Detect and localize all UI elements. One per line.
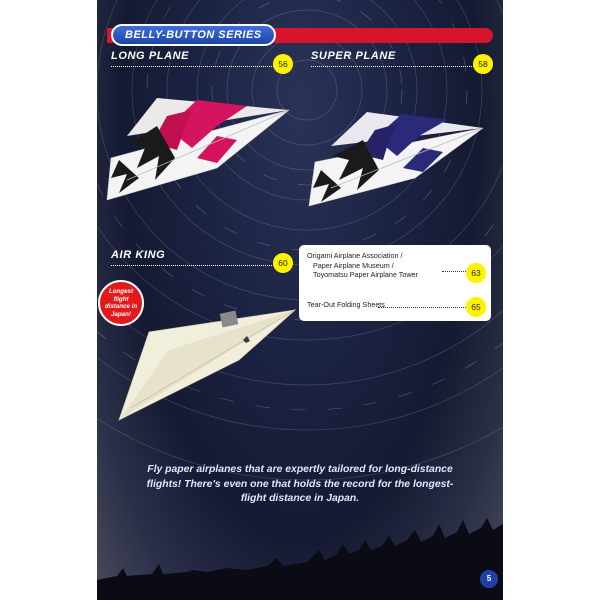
page-number: 5 bbox=[480, 570, 498, 588]
caption bbox=[97, 463, 503, 507]
caption-line: flight distance in Japan. bbox=[240, 493, 360, 504]
air-king-rule bbox=[111, 265, 276, 266]
contents-entry-line: Paper Airplane Museum / bbox=[313, 260, 394, 270]
long-plane-page-number: 56 bbox=[273, 54, 293, 74]
treeline-silhouette bbox=[97, 510, 503, 600]
air-king-image bbox=[109, 300, 299, 428]
long-plane-rule bbox=[111, 66, 276, 67]
super-plane-rule bbox=[311, 66, 476, 67]
contents-page-number: 63 bbox=[466, 263, 486, 283]
contents-entry-line: Origami Airplane Association / bbox=[307, 251, 403, 260]
caption-line: Fly paper airplanes that are expertly tailored for long-distance bbox=[147, 464, 453, 475]
book-page bbox=[97, 0, 503, 600]
caption-line: flights! There's even one that holds the record for the longest- bbox=[146, 478, 454, 490]
contents-leader-dots bbox=[378, 307, 466, 308]
super-plane-heading: SUPER PLANE bbox=[311, 50, 396, 62]
super-plane-page-number: 58 bbox=[473, 54, 493, 74]
air-king-heading: AIR KING bbox=[111, 249, 166, 261]
contents-entry-tear-out[interactable]: Tear-Out Folding Sheets bbox=[307, 300, 385, 309]
long-plane-heading: LONG PLANE bbox=[111, 50, 190, 62]
series-banner-label: BELLY-BUTTON SERIES bbox=[111, 24, 276, 46]
contents-entry-museum[interactable] bbox=[307, 251, 457, 280]
contents-box bbox=[299, 245, 491, 321]
record-badge-text: Longest flight distance in Japan! bbox=[104, 288, 138, 318]
super-plane-image bbox=[297, 100, 487, 210]
contents-leader-dots bbox=[442, 271, 466, 272]
long-plane-image bbox=[97, 88, 292, 203]
contents-page-number: 65 bbox=[466, 297, 486, 317]
air-king-page-number: 60 bbox=[273, 253, 293, 273]
contents-entry-line: Toyomatsu Paper Airplane Tower bbox=[313, 270, 418, 279]
